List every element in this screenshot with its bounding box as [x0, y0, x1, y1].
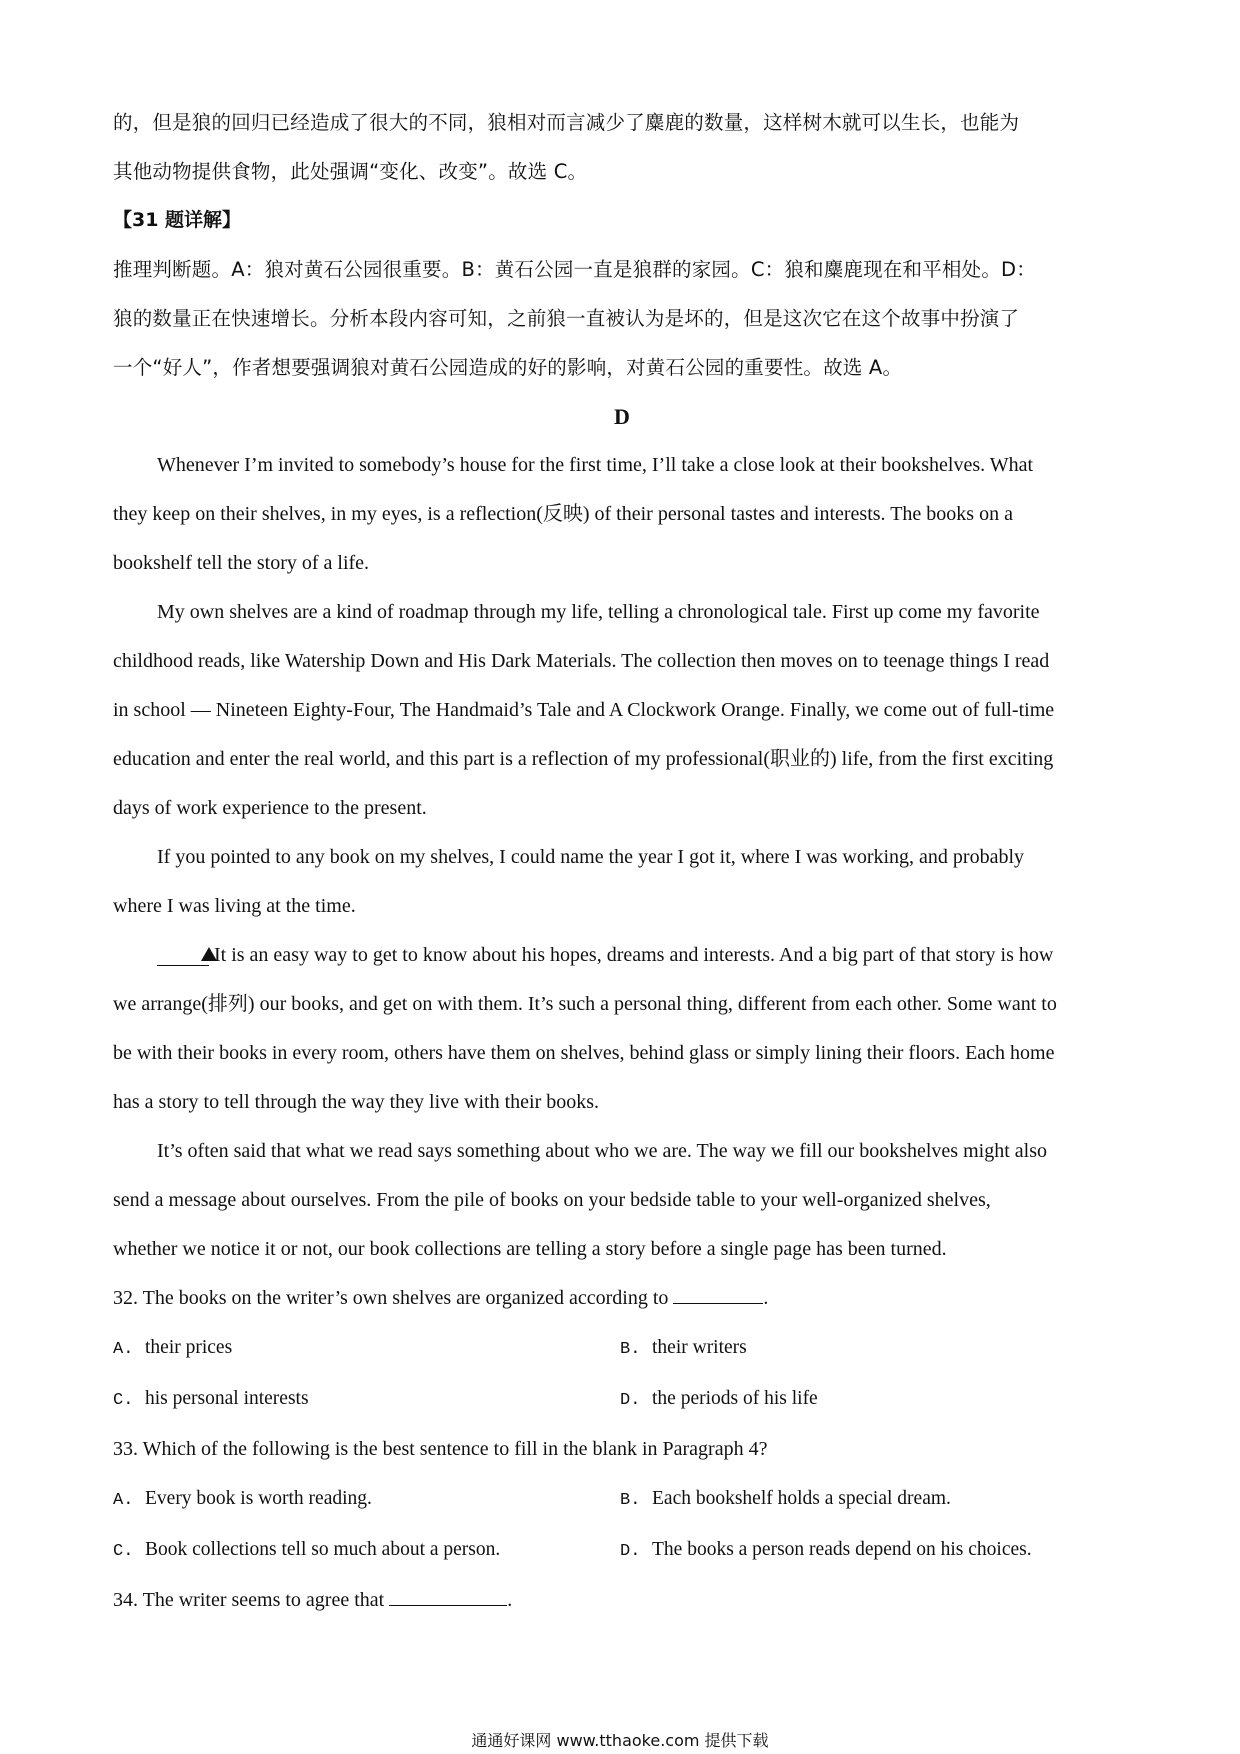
paragraph-line: days of work experience to the present. — [113, 797, 427, 819]
blank-triangle-icon — [157, 945, 209, 966]
option-text: the periods of his life — [652, 1388, 818, 1409]
explanation-line: 推理判断题。A：狼对黄石公园很重要。B：黄石公园一直是狼群的家园。C：狼和麋鹿现在和平相处。D： — [113, 258, 1036, 281]
option-text: Every book is worth reading. — [145, 1488, 372, 1509]
option-key: A. — [113, 1340, 134, 1359]
option-text: Each bookshelf holds a special dream. — [652, 1488, 951, 1509]
option-c[interactable] — [113, 1525, 620, 1576]
question-32 — [113, 1274, 1131, 1323]
paragraph-line: they keep on their shelves, in my eyes, is a reflection(反映) of their personal tastes and interests. The books on a — [113, 503, 1013, 525]
option-b[interactable] — [620, 1474, 1127, 1525]
option-key: D. — [620, 1542, 641, 1561]
option-key: C. — [113, 1542, 134, 1561]
answer-blank — [673, 1283, 763, 1304]
option-key: B. — [620, 1491, 641, 1510]
paragraph-line: My own shelves are a kind of roadmap through my life, telling a chronological tale. First up come my favorite — [157, 601, 1040, 623]
options-row — [113, 1374, 1131, 1425]
paragraph-line: If you pointed to any book on my shelves, I could name the year I got it, where I was working, and probably — [157, 846, 1025, 868]
option-key: D. — [620, 1391, 641, 1410]
options-row — [113, 1323, 1131, 1374]
option-text: their prices — [145, 1337, 233, 1358]
question-34 — [113, 1576, 1131, 1625]
paragraph-line: be with their books in every room, others have them on shelves, behind glass or simply lining their floors. Each home — [113, 1042, 1055, 1064]
option-d[interactable] — [620, 1525, 1127, 1576]
option-key: B. — [620, 1340, 641, 1359]
explanation-line: 的，但是狼的回归已经造成了很大的不同，狼相对而言减少了麋鹿的数量，这样树木就可以生长，也能为 — [113, 111, 1020, 134]
question-end: . — [507, 1589, 513, 1611]
document-page — [113, 98, 1131, 1625]
passage-title: D — [614, 404, 630, 429]
option-text: The books a person reads depend on his choices. — [652, 1539, 1032, 1560]
paragraph-line: education and enter the real world, and this part is a reflection of my professional(职业的) life, from the first exciting — [113, 748, 1054, 770]
option-text: Book collections tell so much about a person. — [145, 1539, 501, 1560]
option-c[interactable] — [113, 1374, 620, 1425]
question-33: 33. Which of the following is the best sentence to fill in the blank in Paragraph 4? — [113, 1438, 768, 1460]
paragraph-text: It is an easy way to get to know about his hopes, dreams and interests. And a big part of that story is how — [214, 944, 1054, 966]
option-key: A. — [113, 1491, 134, 1510]
paragraph-line: send a message about ourselves. From the pile of books on your bedside table to your well-organized shelves, — [113, 1189, 991, 1211]
paragraph-line: bookshelf tell the story of a life. — [113, 552, 370, 574]
page-footer: 通通好课网 www.tthaoke.com 提供下载 — [471, 1731, 769, 1750]
paragraph-line: It’s often said that what we read says something about who we are. The way we fill our bookshelves might also — [157, 1140, 1047, 1162]
question-stem: 34. The writer seems to agree that — [113, 1589, 385, 1611]
paragraph-line: whether we notice it or not, our book collections are telling a story before a single page has been turned. — [113, 1238, 947, 1260]
options-row — [113, 1525, 1131, 1576]
paragraph-line: has a story to tell through the way they live with their books. — [113, 1091, 600, 1113]
explanation-line: 狼的数量正在快速增长。分析本段内容可知，之前狼一直被认为是坏的，但是这次它在这个故事中扮演了 — [113, 307, 1020, 330]
paragraph-line: Whenever I’m invited to somebody’s house for the first time, I’ll take a close look at their bookshelves. What — [157, 454, 1034, 476]
question-end: . — [763, 1287, 769, 1309]
paragraph-line: in school — Nineteen Eighty-Four, The Handmaid’s Tale and A Clockwork Orange. Finally, we come out of full-time — [113, 699, 1055, 721]
option-d[interactable] — [620, 1374, 1127, 1425]
answer-blank — [389, 1585, 507, 1606]
explanation-line: 其他动物提供食物，此处强调“变化、改变”。故选 C。 — [113, 160, 588, 183]
paragraph-line: we arrange(排列) our books, and get on with them. It’s such a personal thing, different from each other. Some want to — [113, 993, 1057, 1015]
paragraph-line: childhood reads, like Watership Down and His Dark Materials. The collection then moves on to teenage things I read — [113, 650, 1050, 672]
option-text: their writers — [652, 1337, 747, 1358]
option-a[interactable] — [113, 1323, 620, 1374]
option-a[interactable] — [113, 1474, 620, 1525]
paragraph-line: where I was living at the time. — [113, 895, 356, 917]
option-b[interactable] — [620, 1323, 1127, 1374]
option-text: his personal interests — [145, 1388, 309, 1409]
question-stem: 32. The books on the writer’s own shelves are organized according to — [113, 1287, 669, 1309]
option-key: C. — [113, 1391, 134, 1410]
explanation-line: 一个“好人”，作者想要强调狼对黄石公园造成的好的影响，对黄石公园的重要性。故选 A。 — [113, 356, 903, 379]
q31-heading: 【31 题详解】 — [113, 209, 242, 231]
options-row — [113, 1474, 1131, 1525]
paragraph-line — [113, 931, 1131, 980]
